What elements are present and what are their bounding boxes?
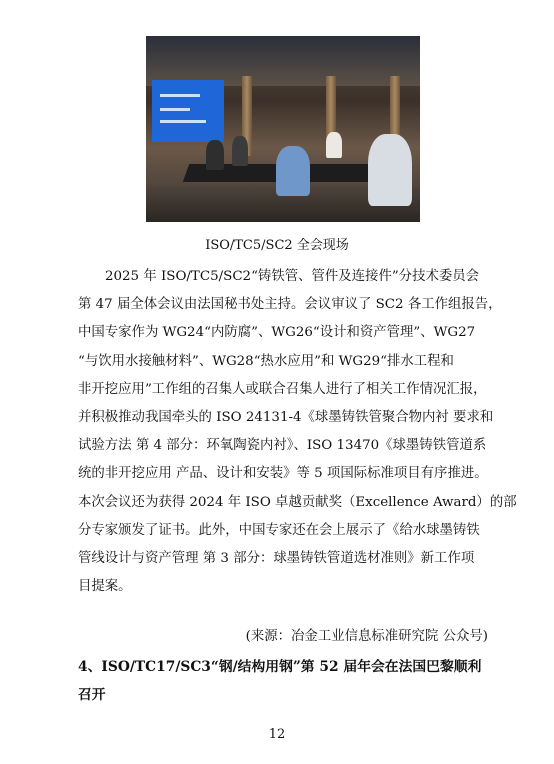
page-number: 12: [268, 727, 286, 742]
heading-line: 召开: [78, 687, 106, 703]
body-line: 目提案。: [78, 579, 132, 595]
screen-text-line: [160, 94, 200, 97]
body-line: 本次会议还为获得 2024 年 ISO 卓越贡献奖（Excellence Award）的部: [78, 494, 517, 510]
photo-attendee: [206, 140, 224, 170]
body-line: 并积极推动我国牵头的 ISO 24131-4《球墨铸铁管聚合物内衬 要求和: [78, 410, 494, 426]
body-line: 统的非开挖应用 产品、设计和安装》等 5 项国际标准项目有序推进。: [78, 466, 488, 482]
body-line: 第 47 届全体会议由法国秘书处主持。会议审议了 SC2 各工作组报告，: [78, 297, 502, 313]
source-note: (来源：冶金工业信息标准研究院 公众号): [245, 629, 488, 644]
photo-ceiling: [146, 36, 420, 86]
body-line: 管线设计与资产管理 第 3 部分：球墨铸铁管道选材准则》新工作项: [78, 551, 475, 567]
body-line: 试验方法 第 4 部分：环氧陶瓷内衬》、ISO 13470《球墨铸铁管道系: [78, 438, 487, 454]
meeting-photo: [146, 36, 420, 222]
body-line: “与饮用水接触材料”、WG28“热水应用”和 WG29“排水工程和: [78, 353, 454, 369]
body-line: 中国专家作为 WG24“内防腐”、WG26“设计和资产管理”、WG27: [78, 325, 476, 341]
body-line: 2025 年 ISO/TC5/SC2“铸铁管、管件及连接件”分技术委员会: [105, 269, 480, 284]
photo-attendee: [326, 132, 342, 158]
screen-text-line: [160, 108, 190, 111]
photo-attendee: [276, 146, 310, 196]
screen-text-line: [160, 120, 206, 123]
figure-caption: ISO/TC5/SC2 全会现场: [205, 238, 349, 253]
photo-attendee: [368, 134, 412, 206]
section-heading: [78, 653, 488, 709]
body-paragraph: [78, 263, 517, 601]
body-line: 分专家颁发了证书。此外，中国专家还在会上展示了《给水球墨铸铁: [78, 522, 480, 538]
photo-attendee: [232, 136, 248, 166]
heading-line: 4、ISO/TC17/SC3“钢/结构用钢”第 52 届年会在法国巴黎顺利: [78, 659, 482, 675]
body-line: 非开挖应用”工作组的召集人或联合召集人进行了相关工作情况汇报，: [78, 381, 487, 397]
photo-projection-screen: [152, 80, 224, 142]
